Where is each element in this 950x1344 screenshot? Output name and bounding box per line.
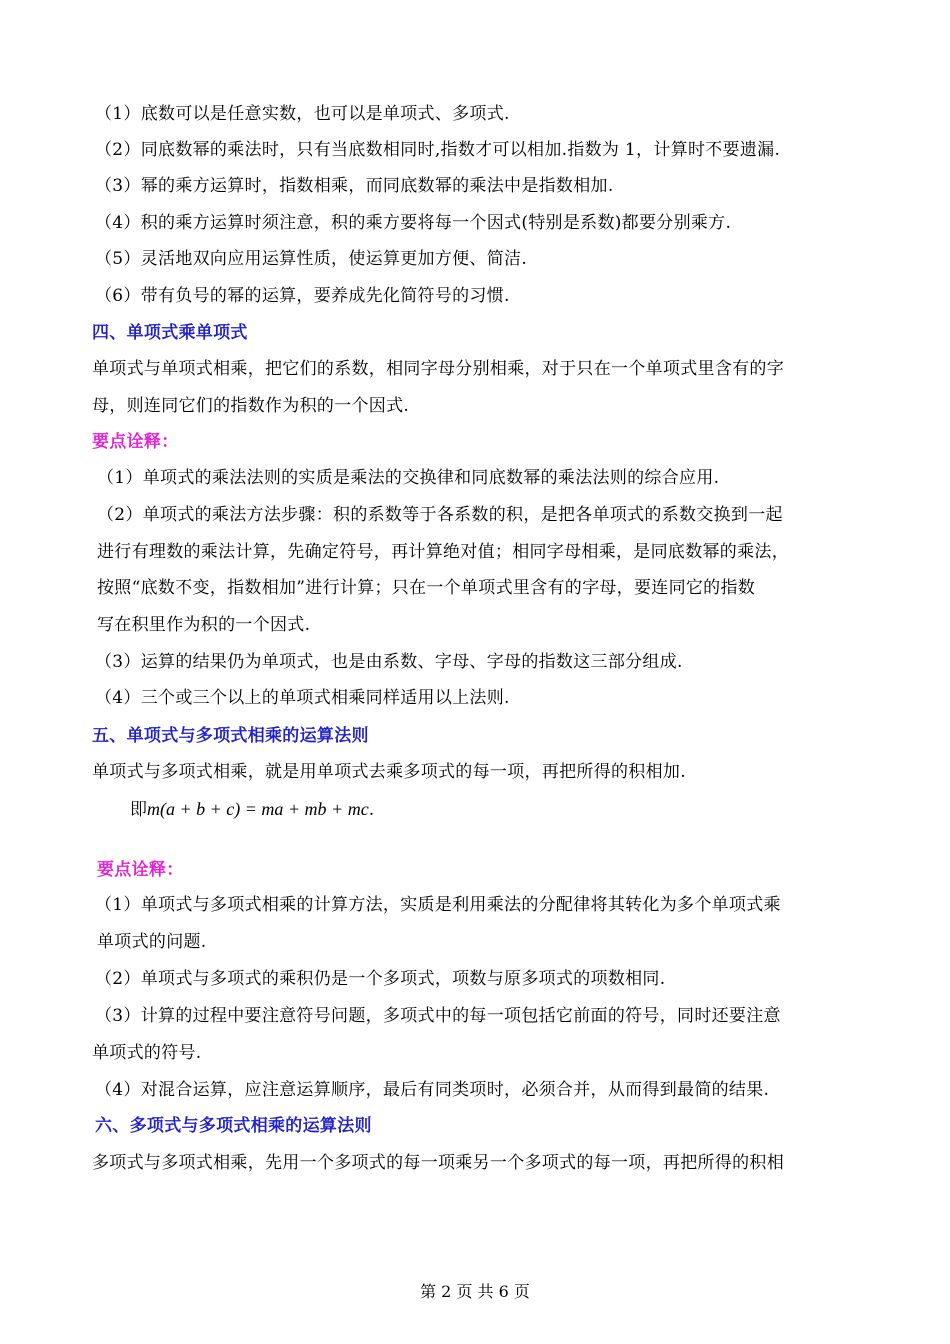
formula-expression: m(a + b + c) = ma + mb + mc [147, 799, 369, 819]
key-point-2-line-1: （2）单项式的乘法方法步骤：积的系数等于各系数的积，是把各单项式的系数交换到一起 [97, 505, 783, 525]
section-4-body-line-1: 单项式与单项式相乘，把它们的系数，相同字母分别相乘，对于只在一个单项式里含有的字 [92, 359, 784, 379]
key-points-heading-1: 要点诠释： [92, 432, 179, 452]
rule-note-6: （6）带有负号的幂的运算，要养成先化简符号的习惯. [95, 286, 510, 306]
section-5-body: 单项式与多项式相乘，就是用单项式去乘多项式的每一项，再把所得的积相加. [92, 762, 686, 782]
formula-prefix: 即 [130, 800, 147, 820]
key-point-b3-line-2: 单项式的符号. [92, 1043, 202, 1063]
key-point-2-line-4: 写在积里作为积的一个因式. [97, 615, 311, 635]
rule-note-2: （2）同底数幂的乘法时，只有当底数相同时,指数才可以相加.指数为 1，计算时不要遗漏. [95, 140, 781, 160]
key-point-b4: （4）对混合运算，应注意运算顺序，最后有同类项时，必须合并，从而得到最简的结果. [95, 1080, 770, 1100]
key-point-b1-line-2: 单项式的问题. [97, 932, 207, 952]
formula-suffix: . [368, 800, 375, 820]
distributive-formula [130, 797, 374, 822]
section-heading-4: 四、单项式乘单项式 [92, 323, 248, 343]
key-points-heading-2: 要点诠释： [97, 860, 184, 880]
key-point-1: （1）单项式的乘法法则的实质是乘法的交换律和同底数幂的乘法法则的综合应用. [97, 468, 720, 488]
key-point-3: （3）运算的结果仍为单项式，也是由系数、字母、字母的指数这三部分组成. [95, 652, 683, 672]
page-footer: 第 2 页 共 6 页 [420, 1282, 530, 1301]
section-heading-6: 六、多项式与多项式相乘的运算法则 [95, 1116, 372, 1136]
key-point-b1-line-1: （1）单项式与多项式相乘的计算方法，实质是利用乘法的分配律将其转化为多个单项式乘 [95, 895, 781, 915]
rule-note-4: （4）积的乘方运算时须注意，积的乘方要将每一个因式(特别是系数)都要分别乘方. [95, 213, 732, 233]
rule-note-5: （5）灵活地双向应用运算性质，使运算更加方便、简洁. [95, 249, 528, 269]
rule-note-1: （1）底数可以是任意实数，也可以是单项式、多项式. [95, 104, 510, 124]
section-4-body-line-2: 母，则连同它们的指数作为积的一个因式. [92, 396, 410, 416]
key-point-b2: （2）单项式与多项式的乘积仍是一个多项式，项数与原多项式的项数相同. [95, 969, 666, 989]
key-point-4: （4）三个或三个以上的单项式相乘同样适用以上法则. [95, 688, 510, 708]
key-point-b3-line-1: （3）计算的过程中要注意符号问题，多项式中的每一项包括它前面的符号，同时还要注意 [95, 1006, 781, 1026]
section-6-body: 多项式与多项式相乘，先用一个多项式的每一项乘另一个多项式的每一项，再把所得的积相 [92, 1153, 784, 1173]
rule-note-3: （3）幂的乘方运算时，指数相乘，而同底数幂的乘法中是指数相加. [95, 176, 614, 196]
section-heading-5: 五、单项式与多项式相乘的运算法则 [92, 726, 369, 746]
key-point-2-line-3: 按照“底数不变，指数相加”进行计算；只在一个单项式里含有的字母，要连同它的指数 [97, 578, 756, 598]
key-point-2-line-2: 进行有理数的乘法计算，先确定符号，再计算绝对值；相同字母相乘，是同底数幂的乘法， [97, 542, 789, 562]
